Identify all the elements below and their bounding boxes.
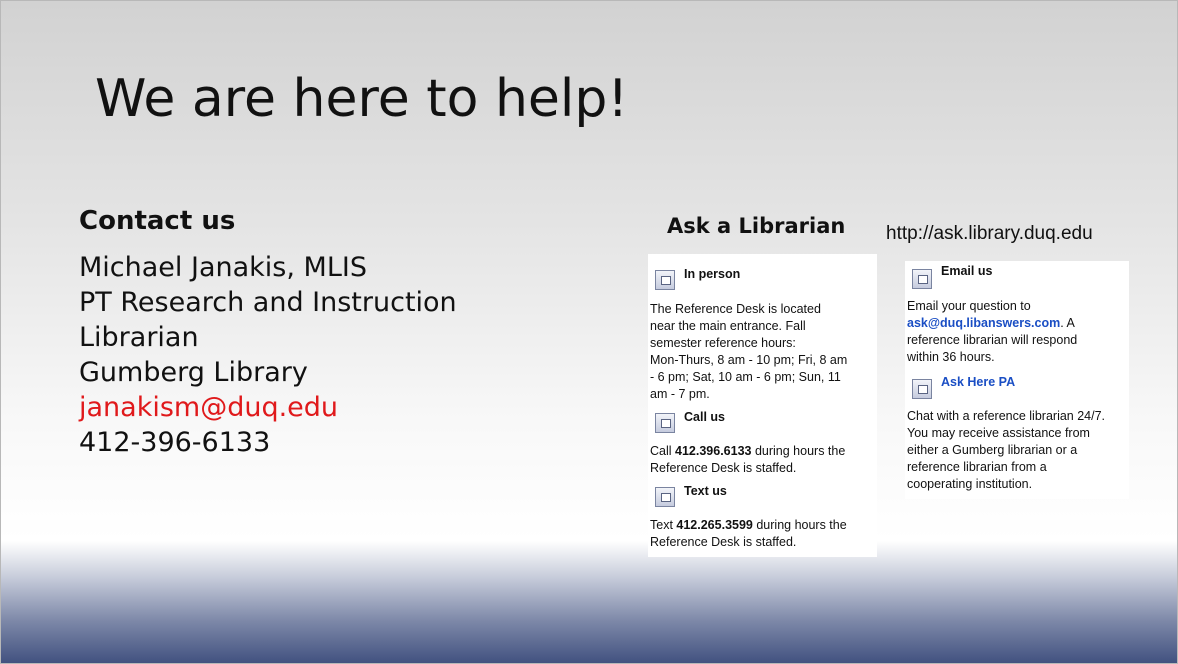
- contact-name: Michael Janakis, MLIS: [79, 252, 367, 283]
- person-icon: [655, 270, 675, 290]
- in-person-text-line5: - 6 pm; Sat, 10 am - 6 pm; Sun, 11: [650, 370, 841, 384]
- email-section: [905, 261, 1129, 366]
- ask-url[interactable]: http://ask.library.duq.edu: [886, 223, 1093, 244]
- chat-icon: [912, 379, 932, 399]
- mobile-icon: [655, 487, 675, 507]
- text-label: Text us: [684, 484, 727, 498]
- chat-text-line3: either a Gumberg librarian or a: [907, 443, 1078, 457]
- chat-text-line4: reference librarian from a: [907, 460, 1047, 474]
- contact-library: Gumberg Library: [79, 357, 308, 388]
- email-label: Email us: [941, 264, 993, 278]
- phone-icon: [655, 413, 675, 433]
- text-number: 412.265.3599: [676, 518, 753, 532]
- ask-librarian-heading: Ask a Librarian: [667, 214, 846, 238]
- in-person-section: [648, 254, 877, 403]
- in-person-label: In person: [684, 267, 741, 281]
- chat-section: [905, 366, 1129, 493]
- in-person-text-line4: Mon-Thurs, 8 am - 10 pm; Fri, 8 am: [650, 353, 848, 367]
- text-text-line2: Reference Desk is staffed.: [650, 535, 797, 549]
- in-person-text-line2: near the main entrance. Fall: [650, 319, 806, 333]
- call-label: Call us: [684, 410, 725, 424]
- chat-text-line5: cooperating institution.: [907, 477, 1033, 491]
- ask-email-link[interactable]: ask@duq.libanswers.com: [907, 316, 1061, 330]
- contact-heading: Contact us: [79, 206, 236, 236]
- email-text-line3: reference librarian will respond: [907, 333, 1078, 347]
- call-text-line2: Reference Desk is staffed.: [650, 461, 797, 475]
- contact-block: [79, 206, 499, 460]
- email-icon: [912, 269, 932, 289]
- call-number: 412.396.6133: [675, 444, 752, 458]
- in-person-text-line3: semester reference hours:: [650, 336, 796, 350]
- contact-phone: 412-396-6133: [79, 427, 271, 458]
- call-text-line1: Call 412.396.6133 during hours the: [650, 444, 846, 458]
- services-panel-left: [648, 254, 877, 557]
- contact-role-line1: PT Research and Instruction: [79, 287, 457, 318]
- chat-text-line1: Chat with a reference librarian 24/7.: [907, 409, 1106, 423]
- text-section: [648, 477, 877, 551]
- services-panel-right: [905, 261, 1129, 499]
- ask-here-pa-link[interactable]: Ask Here PA: [941, 375, 1016, 389]
- contact-role-line2: Librarian: [79, 322, 199, 353]
- contact-email-link[interactable]: janakism@duq.edu: [79, 392, 339, 423]
- email-text-line2: ask@duq.libanswers.com. A: [907, 316, 1075, 330]
- chat-text-line2: You may receive assistance from: [907, 426, 1090, 440]
- in-person-text-line6: am - 7 pm.: [650, 387, 710, 401]
- email-text-line1: Email your question to: [907, 299, 1031, 313]
- text-text-line1: Text 412.265.3599 during hours the: [650, 518, 847, 532]
- in-person-text-line1: The Reference Desk is located: [650, 302, 821, 316]
- email-text-line4: within 36 hours.: [907, 350, 995, 364]
- call-section: [648, 403, 877, 477]
- slide-title: We are here to help!: [95, 69, 629, 129]
